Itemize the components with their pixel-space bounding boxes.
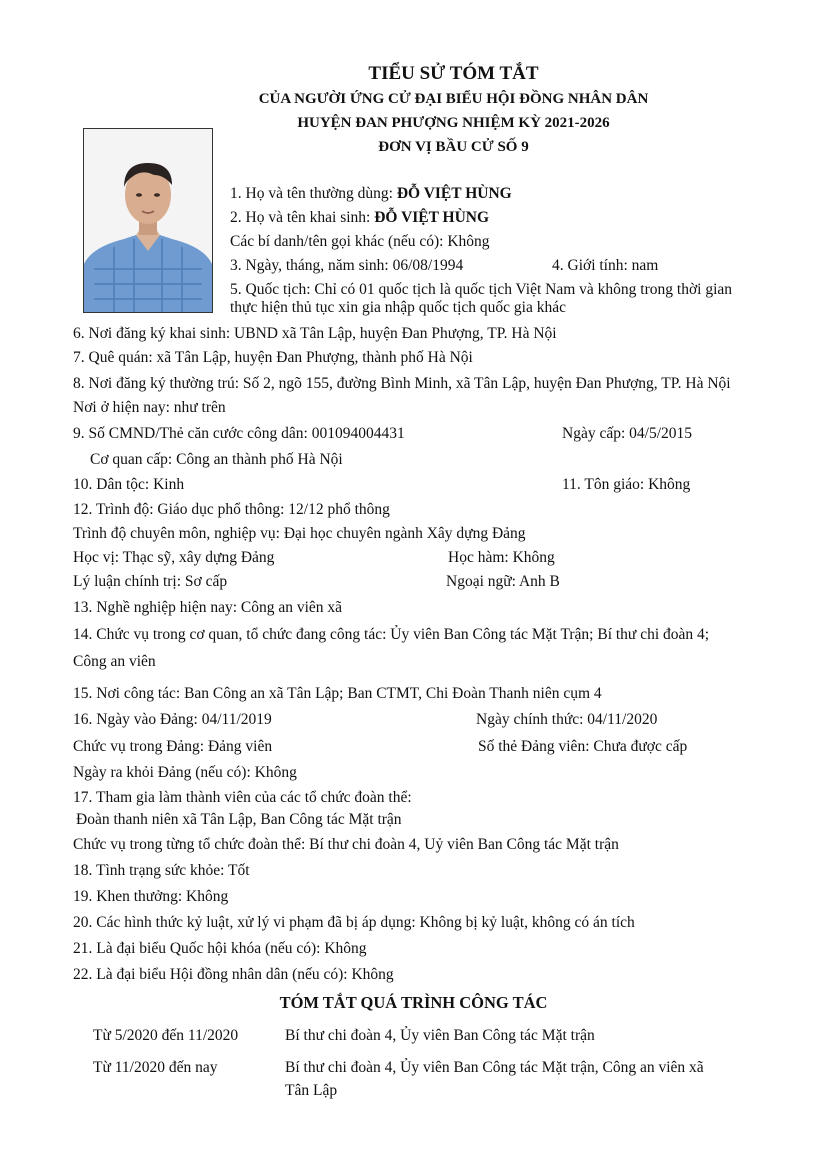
field-birth-registration: 6. Nơi đăng ký khai sinh: UBND xã Tân Lập, huyện Đan Phượng, TP. Hà Nội (73, 325, 557, 342)
field-party-card: Số thẻ Đảng viên: Chưa được cấp (478, 738, 688, 755)
work-history-period: Từ 11/2020 đến nay (93, 1059, 218, 1076)
field-occupation: 13. Nghề nghiệp hiện nay: Công an viên xã (73, 599, 343, 616)
field-foreign-language: Ngoại ngữ: Anh B (446, 573, 560, 590)
field-organization-positions: Chức vụ trong từng tổ chức đoàn thể: Bí thư chi đoàn 4, Uỷ viên Ban Công tác Mặt trận (73, 836, 619, 853)
person-portrait-icon (84, 129, 212, 312)
document-title: TIỂU SỬ TÓM TẮT (368, 63, 539, 84)
field-dob: 3. Ngày, tháng, năm sinh: 06/08/1994 (230, 257, 464, 274)
field-common-name (230, 184, 512, 203)
field-position-line2: Công an viên (73, 653, 156, 670)
field-party-join: 16. Ngày vào Đảng: 04/11/2019 (73, 711, 272, 728)
field-health: 18. Tình trạng sức khỏe: Tốt (73, 862, 250, 879)
field-religion: 11. Tôn giáo: Không (562, 476, 691, 493)
field-ethnicity: 10. Dân tộc: Kinh (73, 476, 185, 493)
field-political-theory: Lý luận chính trị: Sơ cấp (73, 573, 228, 590)
portrait-photo (83, 128, 213, 313)
work-history-role: Bí thư chi đoàn 4, Ủy viên Ban Công tác Mặt trận, Công an viên xã (285, 1059, 704, 1076)
field-discipline: 20. Các hình thức kỷ luật, xử lý vi phạm đã bị áp dụng: Không bị kỷ luật, không có án tích (73, 914, 635, 931)
field-awards: 19. Khen thưởng: Không (73, 888, 229, 905)
field-gender: 4. Giới tính: nam (552, 257, 659, 274)
document-subtitle: CỦA NGƯỜI ỨNG CỬ ĐẠI BIỂU HỘI ĐỒNG NHÂN DÂN (258, 91, 649, 107)
field-degree: Học vị: Thạc sỹ, xây dựng Đảng (73, 549, 275, 566)
field-party-leave: Ngày ra khỏi Đảng (nếu có): Không (73, 764, 297, 781)
field-alias: Các bí danh/tên gọi khác (nếu có): Không (230, 233, 490, 250)
field-birth-name (230, 208, 489, 227)
work-history-title: TÓM TẮT QUÁ TRÌNH CÔNG TÁC (279, 993, 548, 1012)
field-organizations: Đoàn thanh niên xã Tân Lập, Ban Công tác Mặt trận (76, 811, 402, 828)
field-common-name-label: 1. Họ và tên thường dùng: (230, 185, 397, 202)
field-id-issuer: Cơ quan cấp: Công an thành phố Hà Nội (90, 451, 343, 468)
field-birth-name-label: 2. Họ và tên khai sinh: (230, 209, 375, 226)
field-birth-name-value: ĐỖ VIỆT HÙNG (374, 209, 490, 226)
document-district-term: HUYỆN ĐAN PHƯỢNG NHIỆM KỲ 2021-2026 (297, 115, 610, 131)
field-organizations-label: 17. Tham gia làm thành viên của các tổ chức đoàn thể: (73, 789, 412, 806)
field-council-delegate: 22. Là đại biểu Hội đồng nhân dân (nếu có): Không (73, 966, 394, 983)
field-id-issue-date: Ngày cấp: 04/5/2015 (562, 425, 693, 442)
field-current-residence: Nơi ở hiện nay: như trên (73, 399, 226, 416)
work-history-period: Từ 5/2020 đến 11/2020 (93, 1027, 239, 1044)
field-specialization: Trình độ chuyên môn, nghiệp vụ: Đại học chuyên ngành Xây dựng Đảng (73, 525, 526, 542)
work-history-role-continued: Tân Lập (285, 1082, 338, 1099)
field-id-number: 9. Số CMND/Thẻ căn cước công dân: 001094004431 (73, 425, 405, 442)
field-nationality-line2: thực hiện thủ tục xin gia nhập quốc tịch quốc gia khác (230, 299, 566, 316)
field-hometown: 7. Quê quán: xã Tân Lập, huyện Đan Phượng, thành phố Hà Nội (73, 349, 473, 366)
field-workplace: 15. Nơi công tác: Ban Công an xã Tân Lập; Ban CTMT, Chi Đoàn Thanh niên cụm 4 (73, 685, 602, 702)
work-history-role: Bí thư chi đoàn 4, Ủy viên Ban Công tác Mặt trận (285, 1027, 595, 1044)
field-common-name-value: ĐỖ VIỆT HÙNG (396, 185, 512, 202)
field-party-position: Chức vụ trong Đảng: Đảng viên (73, 738, 273, 755)
field-party-official: Ngày chính thức: 04/11/2020 (476, 711, 658, 728)
field-position-line1: 14. Chức vụ trong cơ quan, tổ chức đang công tác: Ủy viên Ban Công tác Mặt Trận; Bí thư chi đoàn 4; (73, 626, 710, 643)
field-nationality-line1: 5. Quốc tịch: Chỉ có 01 quốc tịch là quốc tịch Việt Nam và không trong thời gian (230, 281, 733, 298)
field-academic-title: Học hàm: Không (448, 549, 555, 566)
document-constituency: ĐƠN VỊ BẦU CỬ SỐ 9 (378, 139, 529, 155)
field-residence: 8. Nơi đăng ký thường trú: Số 2, ngõ 155, đường Bình Minh, xã Tân Lập, huyện Đan Phượng, TP. Hà Nội (73, 375, 731, 392)
field-na-delegate: 21. Là đại biểu Quốc hội khóa (nếu có): Không (73, 940, 367, 957)
field-education: 12. Trình độ: Giáo dục phổ thông: 12/12 phổ thông (73, 501, 390, 518)
